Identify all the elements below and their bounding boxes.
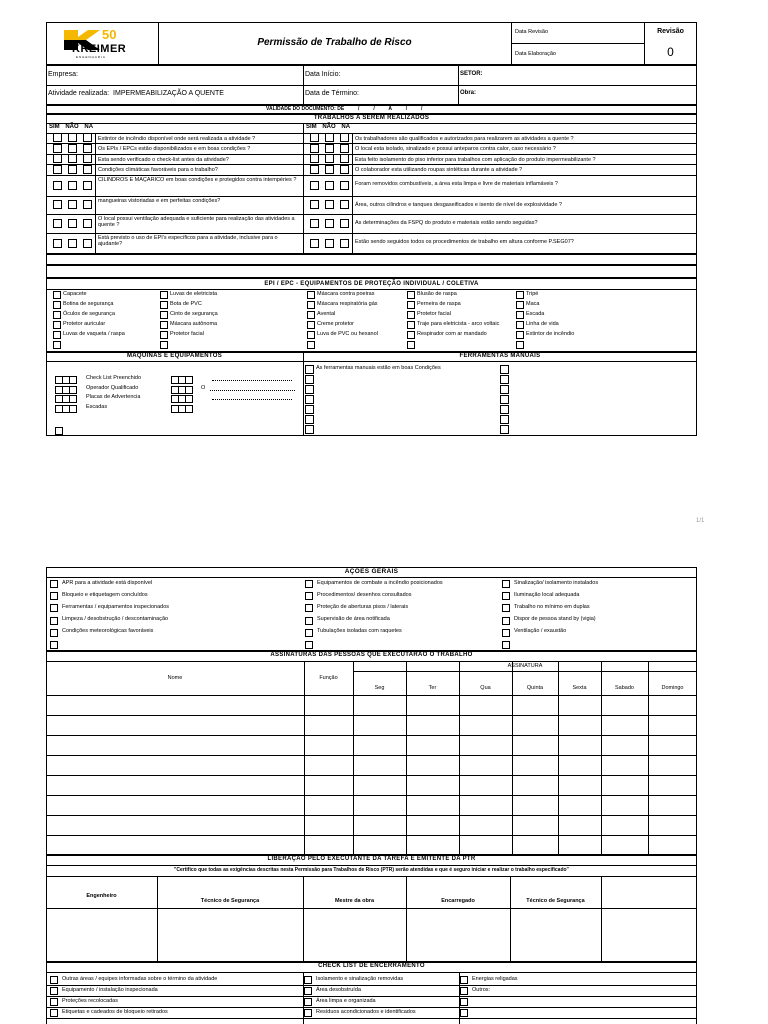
checkbox[interactable] bbox=[340, 144, 349, 153]
checkbox[interactable] bbox=[500, 395, 509, 404]
acoes-title: AÇÕES GERAIS bbox=[344, 568, 399, 575]
checkbox[interactable] bbox=[50, 976, 58, 984]
epi-item: Protetor facial bbox=[417, 310, 451, 317]
maquinas-title: MAQUINAS E EQUIPAMENTOS bbox=[126, 353, 223, 359]
validade-text: VALIDADE DO DOCUMENTO: DE / / A / / bbox=[266, 106, 423, 112]
checkbox[interactable] bbox=[307, 291, 315, 299]
encerramento-item: Etiquetas e cadeados de bloqueio retirados bbox=[62, 1008, 168, 1015]
checkbox[interactable] bbox=[500, 415, 509, 424]
atividade-row bbox=[48, 90, 224, 97]
checkbox[interactable] bbox=[83, 133, 92, 142]
epi-item: Luva de PVC ou hexanol bbox=[317, 330, 378, 337]
checkbox[interactable] bbox=[307, 321, 315, 329]
checkbox[interactable] bbox=[325, 154, 334, 163]
trabalho-item-left: CILINDROS E MAÇARICO em boas condições e protegidos contra intempéries ? bbox=[98, 177, 297, 183]
checkbox[interactable] bbox=[160, 291, 168, 299]
page-number-fragment: 1/1 bbox=[696, 518, 705, 524]
checkbox[interactable] bbox=[53, 219, 62, 228]
checkbox[interactable] bbox=[340, 165, 349, 174]
obra-label: Obra: bbox=[460, 90, 477, 96]
checkbox[interactable] bbox=[83, 219, 92, 228]
trabalho-item-left: Os EPIs / EPCs estão disponibilizados e em boas condições ? bbox=[98, 145, 251, 152]
checkbox[interactable] bbox=[50, 987, 58, 995]
col-headers-right bbox=[306, 124, 350, 130]
checkbox[interactable] bbox=[305, 405, 314, 414]
certifico-text: "Certifico que todas as exigências descritas nesta Permissão para Trabalhos de Risco (PTR) serão atendidas e que é seguro iniciar e realizar o trabalho especificado" bbox=[174, 867, 569, 873]
checkbox[interactable] bbox=[340, 219, 349, 228]
day-header: Quinta bbox=[526, 685, 544, 691]
checkbox[interactable] bbox=[307, 311, 315, 319]
checkbox[interactable] bbox=[310, 181, 319, 190]
maquina-item: Check List Preenchido bbox=[86, 375, 142, 381]
data-revisao-label: Data Revisão bbox=[515, 29, 549, 35]
trabalho-item-left: mangueiras vistoriadas e em perfeitas condições? bbox=[98, 198, 221, 204]
epi-title: EPI / EPC - EQUIPAMENTOS DE PROTEÇÃO INDIVIDUAL / COLETIVA bbox=[264, 281, 479, 287]
checkbox[interactable] bbox=[160, 341, 168, 349]
setor-label: SETOR: bbox=[460, 71, 483, 77]
role-header: Encarregado bbox=[441, 898, 475, 904]
assinaturas-title: ASSINATURAS DAS PESSOAS QUE EXECUTARÃO O TRABALHO bbox=[270, 652, 473, 658]
nome-header: Nome bbox=[167, 675, 183, 681]
day-header: Sabado bbox=[615, 685, 634, 691]
data-termino-label: Data de Término: bbox=[305, 90, 359, 97]
checkbox[interactable] bbox=[325, 181, 334, 190]
company-logo bbox=[62, 28, 142, 58]
epi-item: Tripé bbox=[526, 290, 539, 297]
checkbox[interactable] bbox=[53, 181, 62, 190]
checkbox[interactable] bbox=[502, 629, 510, 637]
checkbox[interactable] bbox=[50, 617, 58, 625]
col-nao: NÃO bbox=[322, 124, 336, 130]
data-elaboracao-label: Data Elaboração bbox=[515, 51, 556, 57]
liberacao-title: LIBERAÇÃO PELO EXECUTANTE DA TAREFA E EMITENTE DA PTR bbox=[267, 856, 476, 862]
empresa-label: Empresa: bbox=[48, 71, 78, 78]
blank-row bbox=[46, 254, 697, 265]
checkbox[interactable] bbox=[50, 629, 58, 637]
checkbox[interactable] bbox=[68, 219, 77, 228]
epi-item: Traje para eletricista - arco voltaic bbox=[417, 320, 500, 327]
acao-item: Supervisão de área notificada bbox=[317, 616, 390, 623]
col-nao: NÃO bbox=[65, 124, 79, 130]
checkbox[interactable] bbox=[305, 365, 314, 374]
day-header: Sexta bbox=[572, 685, 587, 691]
trabalho-item-left: Extintor de incêndio disponível onde será realizada a atividade ? bbox=[98, 135, 256, 142]
epi-item: Protetor auricular bbox=[63, 320, 106, 327]
trabalho-item-right: Área, outros cilindros e tanques desgaseificados e isento de nível de explosividade ? bbox=[355, 202, 562, 208]
role-header: Mestre da obra bbox=[334, 898, 375, 904]
col-headers-left bbox=[49, 124, 93, 130]
epi-item: Capacete bbox=[63, 290, 87, 297]
day-header: Qua bbox=[480, 685, 491, 691]
checkbox[interactable] bbox=[325, 133, 334, 142]
checkbox[interactable] bbox=[305, 385, 314, 394]
checkbox[interactable] bbox=[160, 331, 168, 339]
trabalho-item-right: Esta feito isolamento do piso inferior para trabalhos com aplicação do produto impermeabilizante ? bbox=[355, 156, 596, 163]
checkbox[interactable] bbox=[68, 181, 77, 190]
epi-item: Luvas de vaqueta / raspa bbox=[63, 330, 125, 337]
encerramento-item: Proteções recolocadas bbox=[62, 997, 118, 1004]
maquina-item: Operador Qualificado bbox=[86, 384, 139, 391]
checkbox[interactable] bbox=[305, 641, 313, 649]
checkbox[interactable] bbox=[50, 998, 58, 1006]
epi-item: Respirador com ar mandado bbox=[417, 330, 487, 337]
col-na: NA bbox=[84, 124, 94, 130]
maquina-item: Escadas bbox=[86, 403, 108, 410]
trabalho-item-right: O local esta isolado, sinalizado e possui anteparos contra calor, caso necessário ? bbox=[355, 145, 556, 152]
encerramento-item: Área limpa e organizada bbox=[316, 997, 376, 1004]
checkbox[interactable] bbox=[53, 311, 61, 319]
checkbox[interactable] bbox=[310, 144, 319, 153]
checkbox[interactable] bbox=[305, 617, 313, 625]
checkbox[interactable] bbox=[407, 321, 415, 329]
checkbox[interactable] bbox=[305, 629, 313, 637]
assinatura-label: ASSINATURA bbox=[507, 663, 543, 669]
logo-number: 50 bbox=[102, 27, 117, 42]
checkbox[interactable] bbox=[500, 375, 509, 384]
checkbox[interactable] bbox=[160, 311, 168, 319]
checkbox[interactable] bbox=[500, 365, 509, 374]
checkbox[interactable] bbox=[68, 200, 77, 209]
checkbox[interactable] bbox=[407, 301, 415, 309]
encerramento-item: Área desobstruída bbox=[316, 986, 361, 993]
checkbox[interactable] bbox=[50, 592, 58, 600]
checkbox[interactable] bbox=[325, 200, 334, 209]
checkbox[interactable] bbox=[305, 425, 314, 434]
epi-item: Máscara respiratória gás bbox=[317, 300, 378, 307]
epi-item: Extintor de incêndio bbox=[526, 330, 575, 337]
checkbox[interactable] bbox=[83, 154, 92, 163]
checkbox[interactable] bbox=[185, 405, 193, 413]
checkbox[interactable] bbox=[310, 165, 319, 174]
checkbox[interactable] bbox=[53, 301, 61, 309]
checkbox[interactable] bbox=[307, 341, 315, 349]
acao-item: Tubulações isoladas com raquetes bbox=[317, 628, 402, 635]
trabalho-item-left: O local possui ventilação adequada e suficiente para realização das atividades a quente ? bbox=[98, 216, 295, 228]
checkbox[interactable] bbox=[516, 311, 524, 319]
epi-item: Óculos de segurança bbox=[63, 310, 115, 317]
checkbox[interactable] bbox=[325, 165, 334, 174]
checkbox[interactable] bbox=[340, 239, 349, 248]
assinaturas-section bbox=[46, 651, 697, 855]
acao-item: Limpeza / desobstrução / descontaminação bbox=[62, 616, 169, 623]
checkbox[interactable] bbox=[325, 144, 334, 153]
epi-item: Blusão de raspa bbox=[417, 290, 457, 297]
checkbox[interactable] bbox=[69, 376, 77, 384]
checkbox[interactable] bbox=[50, 580, 58, 588]
checkbox[interactable] bbox=[502, 592, 510, 600]
checkbox[interactable] bbox=[500, 405, 509, 414]
col-na: NA bbox=[341, 124, 351, 130]
checkbox[interactable] bbox=[68, 154, 77, 163]
encerramento-item: Outros: bbox=[472, 986, 491, 993]
encerramento-item: Isolamento e sinalização removidas bbox=[316, 975, 404, 982]
funcao-header: Função bbox=[319, 675, 338, 681]
checkbox[interactable] bbox=[69, 405, 77, 413]
epi-item: Perneira de raspa bbox=[417, 300, 461, 307]
checkbox[interactable] bbox=[305, 604, 313, 612]
checkbox[interactable] bbox=[50, 604, 58, 612]
checkbox[interactable] bbox=[304, 998, 312, 1006]
acao-item: Bloqueio e etiquetagem concluídos bbox=[62, 591, 148, 598]
checkbox[interactable] bbox=[185, 376, 193, 384]
acao-item: Sinalização/ isolamento instalados bbox=[514, 579, 599, 586]
checkbox[interactable] bbox=[305, 395, 314, 404]
role-header: Engenheiro bbox=[86, 893, 117, 899]
checkbox[interactable] bbox=[516, 331, 524, 339]
checkbox[interactable] bbox=[53, 331, 61, 339]
checkbox[interactable] bbox=[68, 144, 77, 153]
checkbox[interactable] bbox=[310, 200, 319, 209]
ferramentas-title: FERRAMENTAS MANUAIS bbox=[459, 353, 541, 359]
epi-item: Avental bbox=[317, 310, 336, 317]
checkbox[interactable] bbox=[500, 425, 509, 434]
logo-text: KREIMER bbox=[72, 43, 127, 55]
encerramento-item: Outras áreas / equipes informadas sobre o término da atividade bbox=[62, 975, 218, 982]
maquina-o-label: O bbox=[201, 385, 206, 391]
checkbox[interactable] bbox=[83, 239, 92, 248]
checkbox[interactable] bbox=[68, 165, 77, 174]
checkbox[interactable] bbox=[55, 427, 63, 435]
checkbox[interactable] bbox=[53, 291, 61, 299]
trabalho-item-left: Está previsto o uso de EPI's específicos para a atividade, inclusive para o ajudante? bbox=[98, 235, 278, 247]
checkbox[interactable] bbox=[516, 301, 524, 309]
trabalho-item-right: As determinações da FSPQ do produto e materiais estão sendo seguidas? bbox=[355, 220, 538, 226]
checkbox[interactable] bbox=[460, 998, 468, 1006]
checkbox[interactable] bbox=[310, 219, 319, 228]
checkbox[interactable] bbox=[307, 331, 315, 339]
checkbox[interactable] bbox=[502, 580, 510, 588]
checkbox[interactable] bbox=[502, 604, 510, 612]
checkbox[interactable] bbox=[53, 321, 61, 329]
acao-item: APR para a atividade está disponível bbox=[62, 579, 153, 586]
epi-item: Máscara contra poeiras bbox=[317, 290, 375, 297]
trabalho-item-right: Foram removidos combustíveis, a área esta limpa e livre de materiais inflamáveis ? bbox=[355, 181, 558, 187]
checkbox[interactable] bbox=[53, 165, 62, 174]
checkbox[interactable] bbox=[305, 375, 314, 384]
revisao-value: 0 bbox=[667, 45, 674, 59]
acao-item: Procedimentos/ desenhos consultados bbox=[317, 591, 412, 598]
checkbox[interactable] bbox=[83, 144, 92, 153]
col-sim: SIM bbox=[306, 124, 317, 130]
epi-item: Creme protetor bbox=[317, 320, 354, 327]
checkbox[interactable] bbox=[407, 311, 415, 319]
trabalho-item-left: Condições climáticas favoráveis para o trabalho? bbox=[98, 166, 218, 173]
checkbox[interactable] bbox=[69, 386, 77, 394]
encerramento-title: CHECK LIST DE ENCERRAMENTO bbox=[318, 963, 425, 969]
checkbox[interactable] bbox=[340, 154, 349, 163]
trabalho-item-left: Esta sendo verificado o check-list antes da atividade? bbox=[98, 156, 229, 163]
acao-item: Condições meteorológicas favoráveis bbox=[62, 628, 154, 635]
role-header: Técnico de Segurança bbox=[526, 898, 585, 904]
checkbox[interactable] bbox=[407, 331, 415, 339]
checkbox[interactable] bbox=[305, 580, 313, 588]
maquina-item: Placas de Advertencia bbox=[86, 394, 141, 400]
checkbox[interactable] bbox=[325, 239, 334, 248]
checkbox[interactable] bbox=[185, 386, 193, 394]
checkbox[interactable] bbox=[305, 415, 314, 424]
epi-item: Protetor facial bbox=[170, 330, 204, 337]
epi-item: Máscara autônoma bbox=[170, 320, 218, 327]
checkbox[interactable] bbox=[516, 341, 524, 349]
trabalho-item-right: O colaborador esta utilizando roupas sintéticas durante a atividade ? bbox=[355, 166, 523, 173]
epi-item: Botina de segurança bbox=[63, 300, 114, 307]
day-header: Ter bbox=[428, 685, 437, 691]
checkbox[interactable] bbox=[53, 341, 61, 349]
checkbox[interactable] bbox=[460, 1009, 468, 1017]
checkbox[interactable] bbox=[502, 617, 510, 625]
checkbox[interactable] bbox=[325, 219, 334, 228]
acao-item: Ventilação / exaustão bbox=[514, 628, 567, 635]
logo-subtext: ENGENHARIA bbox=[76, 55, 106, 59]
data-inicio-label: Data Início: bbox=[305, 71, 341, 78]
epi-item: Bota de PVC bbox=[170, 300, 202, 307]
role-header: Técnico de Segurança bbox=[200, 898, 260, 904]
epi-item: Maca bbox=[526, 300, 540, 307]
acao-item: Trabalho no mínimo em duplas bbox=[514, 603, 590, 610]
checkbox[interactable] bbox=[305, 592, 313, 600]
checkbox[interactable] bbox=[69, 395, 77, 403]
checkbox[interactable] bbox=[53, 239, 62, 248]
checkbox[interactable] bbox=[407, 291, 415, 299]
checkbox[interactable] bbox=[83, 181, 92, 190]
ferramenta-item: As ferramentas manuais estão em boas Condições bbox=[316, 364, 441, 371]
checkbox[interactable] bbox=[407, 341, 415, 349]
day-header: Domingo bbox=[661, 685, 684, 691]
revisao-label: Revisão bbox=[657, 28, 684, 35]
acao-item: Proteção de aberturas pisos / laterais bbox=[317, 603, 409, 610]
checkbox[interactable] bbox=[304, 1009, 312, 1017]
checkbox[interactable] bbox=[502, 641, 510, 649]
epi-item: Luvas de eletricista bbox=[170, 290, 218, 297]
checkbox[interactable] bbox=[83, 200, 92, 209]
checkbox[interactable] bbox=[460, 976, 468, 984]
col-sim: SIM bbox=[49, 124, 60, 130]
epi-item: Linha de vida bbox=[526, 320, 559, 327]
acao-item: Equipamentos de combate a incêndio posicionados bbox=[317, 579, 443, 586]
checkbox[interactable] bbox=[340, 133, 349, 142]
checkbox[interactable] bbox=[500, 385, 509, 394]
checkbox[interactable] bbox=[460, 987, 468, 995]
trabalho-item-right: Os trabalhadores são qualificados e autorizados para realizarem as atividades a quente ? bbox=[355, 135, 574, 142]
checkbox[interactable] bbox=[307, 301, 315, 309]
checkbox[interactable] bbox=[304, 976, 312, 984]
checkbox[interactable] bbox=[160, 301, 168, 309]
trabalho-item-right: Estão sendo seguidos todos os procedimentos de trabalho em altura conforme P.SEG07? bbox=[355, 239, 574, 245]
acao-item: Dispor de pessoa stand by (vigia) bbox=[514, 616, 596, 623]
checkbox[interactable] bbox=[340, 200, 349, 209]
checkbox[interactable] bbox=[68, 133, 77, 142]
trabalhos-title: TRABALHOS A SEREM REALIZADOS bbox=[313, 115, 430, 121]
day-header: Seg bbox=[374, 685, 385, 691]
encerramento-item: Equipamento / instalação inspecionada bbox=[62, 986, 158, 993]
page-title: Permissão de Trabalho de Risco bbox=[257, 37, 412, 48]
atividade-value: IMPERMEABILIZAÇÃO A QUENTE bbox=[113, 90, 224, 97]
encerramento-item: Energias religadas bbox=[472, 975, 518, 982]
encerramento-item: Resíduos acondicionados e identificados bbox=[316, 1008, 416, 1015]
epi-item: Cinto de segurança bbox=[170, 310, 218, 317]
blank-row bbox=[46, 265, 697, 278]
checkbox[interactable] bbox=[340, 181, 349, 190]
checkbox[interactable] bbox=[310, 154, 319, 163]
atividade-label: Atividade realizada: bbox=[48, 90, 110, 97]
checkbox[interactable] bbox=[53, 154, 62, 163]
checkbox[interactable] bbox=[53, 133, 62, 142]
checkbox[interactable] bbox=[53, 144, 62, 153]
checkbox[interactable] bbox=[53, 200, 62, 209]
checkbox[interactable] bbox=[83, 165, 92, 174]
checkbox[interactable] bbox=[304, 987, 312, 995]
checkbox[interactable] bbox=[50, 641, 58, 649]
checkbox[interactable] bbox=[310, 239, 319, 248]
epi-item: Escada bbox=[526, 310, 545, 317]
checkbox[interactable] bbox=[310, 133, 319, 142]
acao-item: Iluminação local adequada bbox=[514, 591, 580, 598]
checkbox[interactable] bbox=[50, 1009, 58, 1017]
checkbox[interactable] bbox=[185, 395, 193, 403]
checkbox[interactable] bbox=[516, 321, 524, 329]
checkbox[interactable] bbox=[516, 291, 524, 299]
checkbox[interactable] bbox=[160, 321, 168, 329]
checkbox[interactable] bbox=[68, 239, 77, 248]
acao-item: Ferramentas / equipamentos inspecionados bbox=[62, 603, 170, 610]
